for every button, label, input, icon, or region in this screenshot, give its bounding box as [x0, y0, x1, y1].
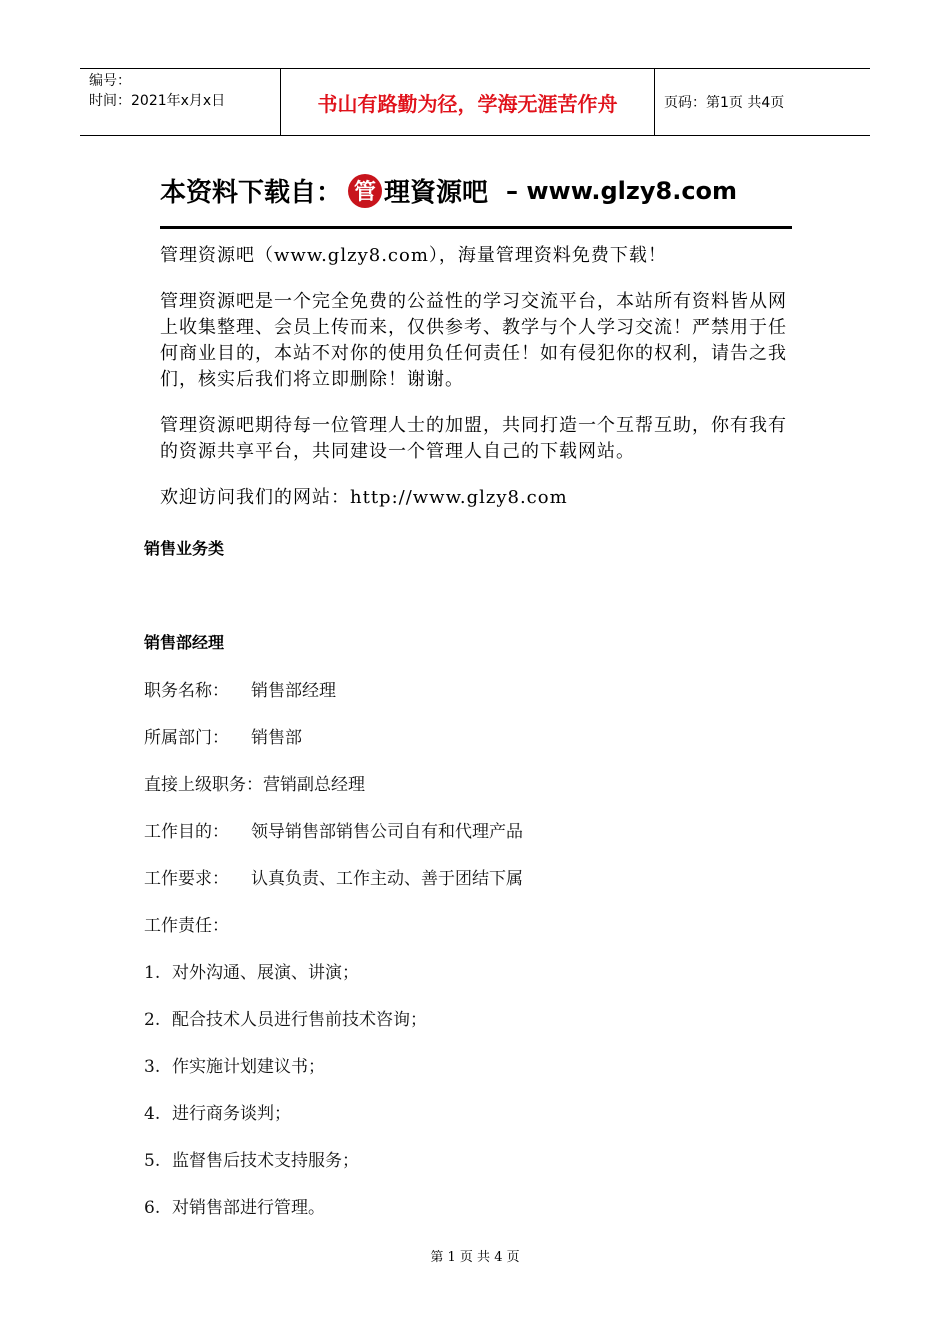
site-logo-icon: 管	[348, 174, 382, 208]
duty-text: 对外沟通、展演、讲演；	[172, 963, 359, 983]
duty-text: 监督售后技术支持服务；	[172, 1151, 359, 1171]
duty-text: 进行商务谈判；	[172, 1104, 291, 1124]
header-number: 编号：	[89, 73, 131, 89]
banner-title	[160, 172, 737, 209]
duty-text: 对销售部进行管理。	[172, 1198, 325, 1218]
intro-paragraph-1: 管理资源吧（www.glzy8.com），海量管理资料免费下载！	[160, 245, 667, 266]
field-value: 认真负责、工作主动、善于团结下属	[251, 869, 523, 889]
header-time: 时间：2021年x月x日	[89, 93, 226, 109]
field-value: 销售部经理	[251, 681, 336, 701]
position-heading: 销售部经理	[144, 633, 225, 652]
duty-item	[144, 1005, 427, 1030]
banner-title-suffix: 理資源吧	[384, 178, 489, 208]
duty-number: 4.	[144, 1104, 161, 1124]
field-value: 销售部	[251, 728, 302, 748]
field-label: 工作责任：	[144, 916, 229, 936]
duty-number: 2.	[144, 1010, 161, 1030]
field-row	[144, 723, 302, 748]
header-page-info: 页码：第1页 共4页	[664, 95, 785, 111]
duty-number: 1.	[144, 963, 161, 983]
field-row	[144, 864, 523, 889]
download-banner	[160, 168, 792, 230]
duty-item	[144, 958, 359, 983]
field-label: 直接上级职务：	[144, 775, 263, 795]
banner-url: – www.glzy8.com	[506, 176, 738, 205]
duty-item	[144, 1193, 325, 1218]
page-footer: 第 1 页 共 4 页	[430, 1250, 520, 1265]
field-row	[144, 817, 523, 842]
field-label: 职务名称：	[144, 681, 229, 701]
duty-item	[144, 1099, 291, 1124]
category-heading: 销售业务类	[144, 539, 225, 558]
field-label: 工作要求：	[144, 869, 229, 889]
banner-title-prefix: 本资料下载自：	[160, 178, 343, 208]
duty-text: 配合技术人员进行售前技术咨询；	[172, 1010, 427, 1030]
field-row	[144, 676, 336, 701]
intro-paragraph-4: 欢迎访问我们的网站：http://www.glzy8.com	[160, 487, 568, 508]
field-row	[144, 770, 365, 795]
banner-divider	[160, 226, 792, 229]
duty-item	[144, 1052, 325, 1077]
duty-text: 作实施计划建议书；	[172, 1057, 325, 1077]
field-label: 所属部门：	[144, 728, 229, 748]
intro-text	[160, 243, 790, 531]
field-value: 领导销售部销售公司自有和代理产品	[251, 822, 523, 842]
intro-paragraph-2: 管理资源吧是一个完全免费的公益性的学习交流平台，本站所有资料皆从网上收集整理、会员上传而来，仅供参考、教学与个人学习交流！严禁用于任何商业目的，本站不对你的使用负任何责任！如有侵犯你的权利，请告之我们，核实后我们将立即删除！谢谢。	[160, 291, 787, 390]
header-motto: 书山有路勤为径，学海无涯苦作舟	[281, 69, 655, 135]
field-row	[144, 911, 229, 936]
intro-paragraph-3: 管理资源吧期待每一位管理人士的加盟，共同打造一个互帮互助，你有我有的资源共享平台，共同建设一个管理人自己的下载网站。	[160, 415, 787, 462]
duty-item	[144, 1146, 359, 1171]
duty-number: 6.	[144, 1198, 161, 1218]
header-table	[80, 68, 870, 136]
duty-number: 5.	[144, 1151, 161, 1171]
field-value: 营销副总经理	[263, 775, 365, 795]
duty-number: 3.	[144, 1057, 161, 1077]
header-meta	[80, 69, 281, 135]
field-label: 工作目的：	[144, 822, 229, 842]
